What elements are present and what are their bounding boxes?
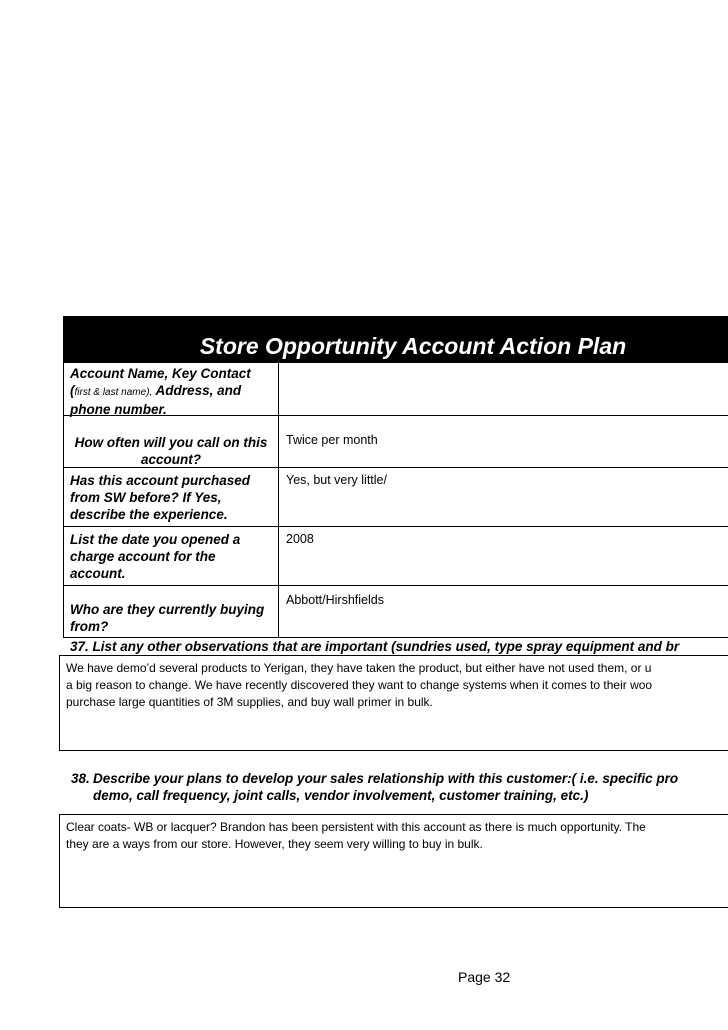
answer-line: purchase large quantities of 3M supplies, and buy wall primer in bulk. [66,695,433,709]
row-value-charge-account-date[interactable]: 2008 [286,532,314,546]
question-38-number: 38. [71,771,90,786]
form-title: Store Opportunity Account Action Plan [63,316,728,363]
answer-line: they are a ways from our store. However, they seem very willing to buy in bulk. [66,837,483,851]
row-label-charge-account-date: List the date you opened a charge account for the account. [64,527,279,585]
account-action-plan-table [63,316,728,655]
table-row [63,363,728,416]
question-38-answer-box[interactable] [59,814,728,908]
row-value-call-frequency[interactable]: Twice per month [286,433,378,447]
row-value-current-supplier[interactable]: Abbott/Hirshfields [286,593,384,607]
table-row [63,527,728,586]
row-value-account-name[interactable] [279,363,728,415]
row-label-account-name: Account Name, Key Contact (first & last name), Address, and phone number. [64,363,279,415]
table-row [63,416,728,468]
row-label-purchase-history: Has this account purchased from SW before? If Yes, describe the experience. [64,468,279,526]
table-row [63,468,728,527]
row-value-purchase-history[interactable]: Yes, but very little/ [286,473,387,487]
answer-line: a big reason to change. We have recently discovered they want to change systems when it comes to their woo [66,678,653,692]
row-label-current-supplier: Who are they currently buying from? [64,586,279,637]
table-row [63,586,728,638]
answer-line: We have demo’d several products to Yerigan, they have taken the product, but either have not used them, or u [66,661,652,675]
question-38-heading: 38. Describe your plans to develop your sales relationship with this customer:( i.e. specific pro demo, call frequency, joint calls, vendor involvement, customer training, etc.) [71,771,679,803]
answer-line: Clear coats- WB or lacquer? Brandon has been persistent with this account as there is much opportunity. The [66,820,646,834]
page-number: Page 32 [458,969,511,985]
question-37-heading: 37. List any other observations that are important (sundries used, type spray equipment and br [70,639,680,654]
row-label-call-frequency: How often will you call on this account? [64,416,279,467]
question-37-answer-box[interactable] [59,655,728,751]
